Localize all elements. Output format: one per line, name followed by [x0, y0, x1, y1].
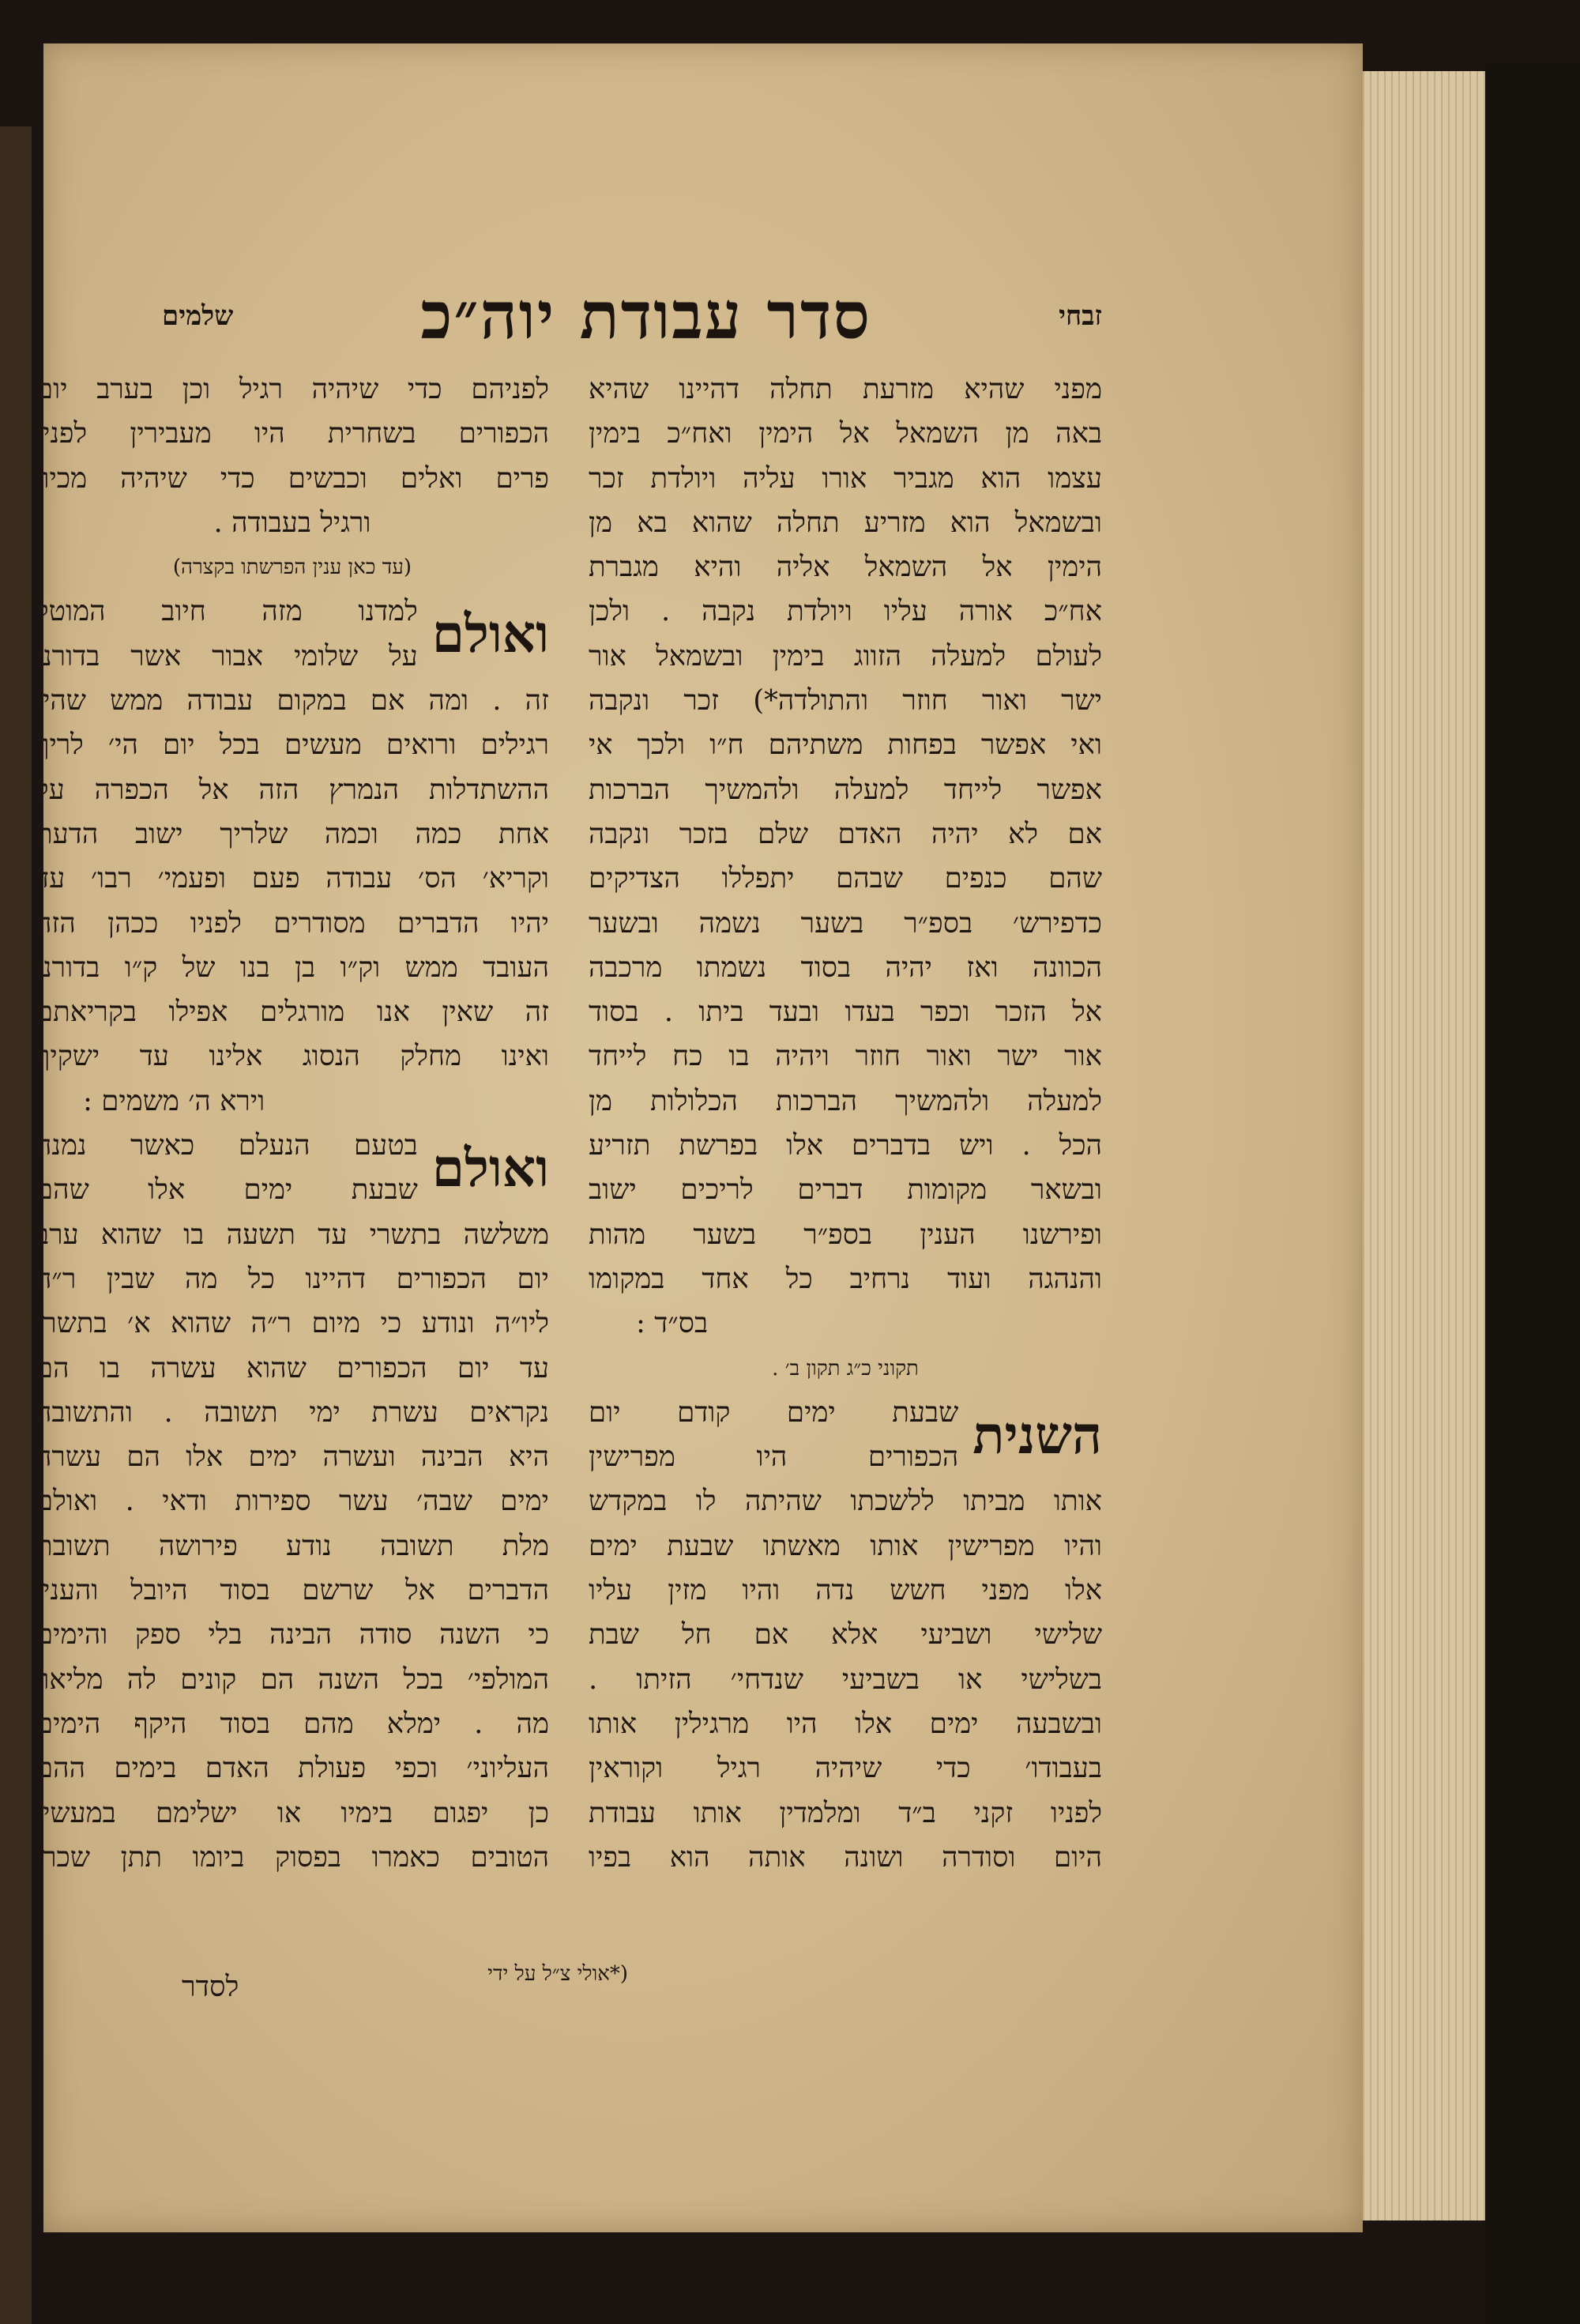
- text-line: על שלומי אבור אשר בדורנו: [36, 639, 418, 672]
- text-line: הדברים אל שרשם בסוד היובל והענין: [36, 1574, 549, 1607]
- text-line: אותו מביתו ללשכתו שהיתה לו במקדש: [589, 1485, 1102, 1518]
- book-page: [36, 43, 1363, 2232]
- text-line: היום וסודרה ושונה אותה הוא בפיו: [589, 1840, 1102, 1874]
- text-line: לעולם למעלה הזווג בימין ובשמאל אור: [589, 639, 1102, 672]
- book-binding: [1485, 63, 1580, 2324]
- text-line: נקראים עשרת ימי תשובה . והתשובה: [36, 1396, 549, 1429]
- page-title: סדר עבודת יוה״כ: [420, 278, 872, 354]
- text-line: זה שאין אנו מורגלים אפילו בקריאתם: [36, 996, 549, 1029]
- section-opening: [36, 1124, 549, 1213]
- section-drop-word: השנית: [972, 1403, 1102, 1466]
- text-line: אל הזכר וכפר בעדו ובעד ביתו . בסוד: [589, 996, 1102, 1029]
- text-line: מלת תשובה נודע פירושה תשובת: [36, 1529, 549, 1562]
- text-line: אח״כ אורה עליו ויולדת נקבה . ולכן: [589, 595, 1102, 628]
- footnote: (*אולי צ״ל על ידי: [487, 1962, 628, 1986]
- text-line: ורגיל בעבודה .: [213, 506, 371, 539]
- parashah-note: (עד כאן ענין הפרשתו בקצרה): [172, 556, 412, 580]
- section-drop-word: ואולם: [431, 1137, 549, 1200]
- text-line: והיו מפרישין אותו מאשתו שבעת ימים: [589, 1529, 1102, 1562]
- text-line: הכל . ויש בדברים אלו בפרשת תזריע: [589, 1129, 1102, 1162]
- header-right-label: שלמים: [162, 300, 234, 332]
- text-line: שהם כנפים שבהם יתפללו הצדיקים: [589, 862, 1102, 895]
- text-line: שבעת ימים קודם יום: [589, 1396, 959, 1429]
- text-line: המולפי׳ בכל השנה הם קונים לה מליאו׳: [36, 1663, 549, 1696]
- text-line: היא הבינה ועשרה ימים אלו הם עשרה: [36, 1441, 549, 1474]
- text-line: עצמו הוא מגביר אורו עליה ויולדת זכר: [589, 461, 1102, 495]
- catchword: לסדר: [182, 1971, 239, 2003]
- text-line: העליוני׳ וכפי פעולת האדם בימים ההם: [36, 1752, 549, 1785]
- text-line: אחת כמה וכמה שלריך ישוב הדעת: [36, 817, 549, 850]
- text-line: הטובים כאמרו בפסוק ביומו תתן שכרו: [36, 1840, 549, 1874]
- section-drop-word: ואולם: [431, 603, 549, 665]
- text-line: ואינו מחלק הנסוג אלינו עד ישקיף: [36, 1040, 549, 1073]
- text-line: אלו מפני חשש נדה והיו מזין עליו: [589, 1574, 1102, 1607]
- text-line: ואי אפשר בפחות משתיהם ח״ו ולכך אי: [589, 729, 1102, 762]
- text-line: משלשה בתשרי עד תשעה בו שהוא ערב: [36, 1218, 549, 1251]
- text-line: הימין אל השמאל אליה והיא מגברת: [589, 551, 1102, 584]
- text-line: כי השנה סודה הבינה בלי ספק והימים: [36, 1618, 549, 1652]
- text-line: הכוונה ואז יהיה בסוד נשמתו מרכבה: [589, 951, 1102, 984]
- text-line: וקריא׳ הס׳ עבודה פעם ופעמי׳ רבו׳ עד: [36, 862, 549, 895]
- text-line: זה . ומה אם במקום עבודה ממש שהיו: [36, 684, 549, 718]
- text-line: בשלישי או בשביעי שנדחי׳ הזיתו .: [589, 1663, 1102, 1696]
- text-line: יהיו הדברים מסודרים לפניו ככהן הזה: [36, 906, 549, 940]
- text-line: בס״ד :: [636, 1307, 709, 1340]
- tikkun-reference: תקוני כ״ג תקון ב׳ .: [772, 1356, 919, 1380]
- text-line: העובד ממש וק״ו בן בנו של ק״ו בדורנו: [36, 951, 549, 984]
- text-block: [36, 367, 549, 501]
- text-line: ימים שבה׳ עשר ספירות ודאי . ואולם: [36, 1485, 549, 1518]
- text-line: וירא ה׳ משמים :: [83, 1084, 265, 1117]
- text-line: כן יפגום בימיו או ישלימם במעשיו: [36, 1796, 549, 1829]
- text-line: שלישי ושביעי אלא אם חל שבת: [589, 1618, 1102, 1652]
- page-header: [162, 269, 1102, 363]
- text-block: [36, 679, 549, 1124]
- text-line: מפני שהיא מזרעת תחלה דהיינו שהיא: [589, 373, 1102, 405]
- text-line: אור ישר ואור חוזר ויהיה בו כח לייחד: [589, 1040, 1102, 1073]
- text-line: ליו״ה ונודע כי מיום ר״ה שהוא א׳ בתשרי: [36, 1307, 549, 1340]
- text-line: רגילים ורואים מעשים בכל יום הי׳ לריך: [36, 729, 549, 762]
- text-line: שבעת ימים אלו שהם: [36, 1173, 418, 1207]
- text-line: עד יום הכפורים שהוא עשרה בו הם: [36, 1351, 549, 1384]
- text-line: אם לא יהיה האדם שלם בזכר ונקבה: [589, 817, 1102, 850]
- text-line: ובשבעה ימים אלו היו מרגילין אותו: [589, 1707, 1102, 1740]
- background-edge: [0, 126, 32, 2324]
- text-block: [36, 1213, 549, 1880]
- text-line: אפשר לייחד למעלה ולהמשיך הברכות: [589, 773, 1102, 806]
- text-line: לפניו זקני ב״ד ומלמדין אותו עבודת: [589, 1796, 1102, 1829]
- text-line: בעבודו׳ כדי שיהיה רגיל וקוראין: [589, 1752, 1102, 1785]
- text-line: כדפירש׳ בספ״ר בשער נשמה ובשער: [589, 906, 1102, 940]
- text-line: ישר ואור חוזר והתולדה*) זכר ונקבה: [589, 684, 1102, 718]
- text-line: הכפורים בשחרית היו מעבירין לפניו: [36, 417, 549, 450]
- section-opening: [589, 1391, 1102, 1480]
- text-line: יום הכפורים דהיינו כל מה שבין ר״ה: [36, 1262, 549, 1295]
- text-line: באה מן השמאל אל הימין ואח״כ בימין: [589, 417, 1102, 450]
- text-line: לפניהם כדי שיהיה רגיל וכן בערב יום: [36, 373, 549, 405]
- text-line: ובשאר מקומות דברים לריכים ישוב: [589, 1173, 1102, 1207]
- text-line: ובשמאל הוא מזריע תחלה שהוא בא מן: [589, 506, 1102, 539]
- text-line: ופירשנו הענין בספ״ר בשער מהות: [589, 1218, 1102, 1251]
- right-column: [589, 367, 1102, 1880]
- section-opening: [36, 589, 549, 679]
- left-column: [36, 367, 549, 1880]
- text-line: למדנו מזה חיוב המוטל: [36, 595, 418, 628]
- text-block: [589, 1479, 1102, 1880]
- text-line: פרים ואלים וכבשים כדי שיהיה מכיר: [36, 461, 549, 495]
- text-line: מה . ימלא מהם בסוד היקף הימים: [36, 1707, 549, 1740]
- text-line: ההשתדלות הנמרץ הזה אל הכפרה על: [36, 773, 549, 806]
- header-section-label: זבחי: [1059, 300, 1102, 332]
- text-line: והנהגה ועוד נרחיב כל אחד במקומו: [589, 1262, 1102, 1295]
- text-line: הכפורים היו מפרישין: [589, 1441, 959, 1474]
- text-line: למעלה ולהמשיך הברכות הכלולות מן: [589, 1084, 1102, 1117]
- text-line: בטעם הנעלם כאשר נמנה: [36, 1129, 418, 1162]
- text-block: [589, 367, 1102, 1301]
